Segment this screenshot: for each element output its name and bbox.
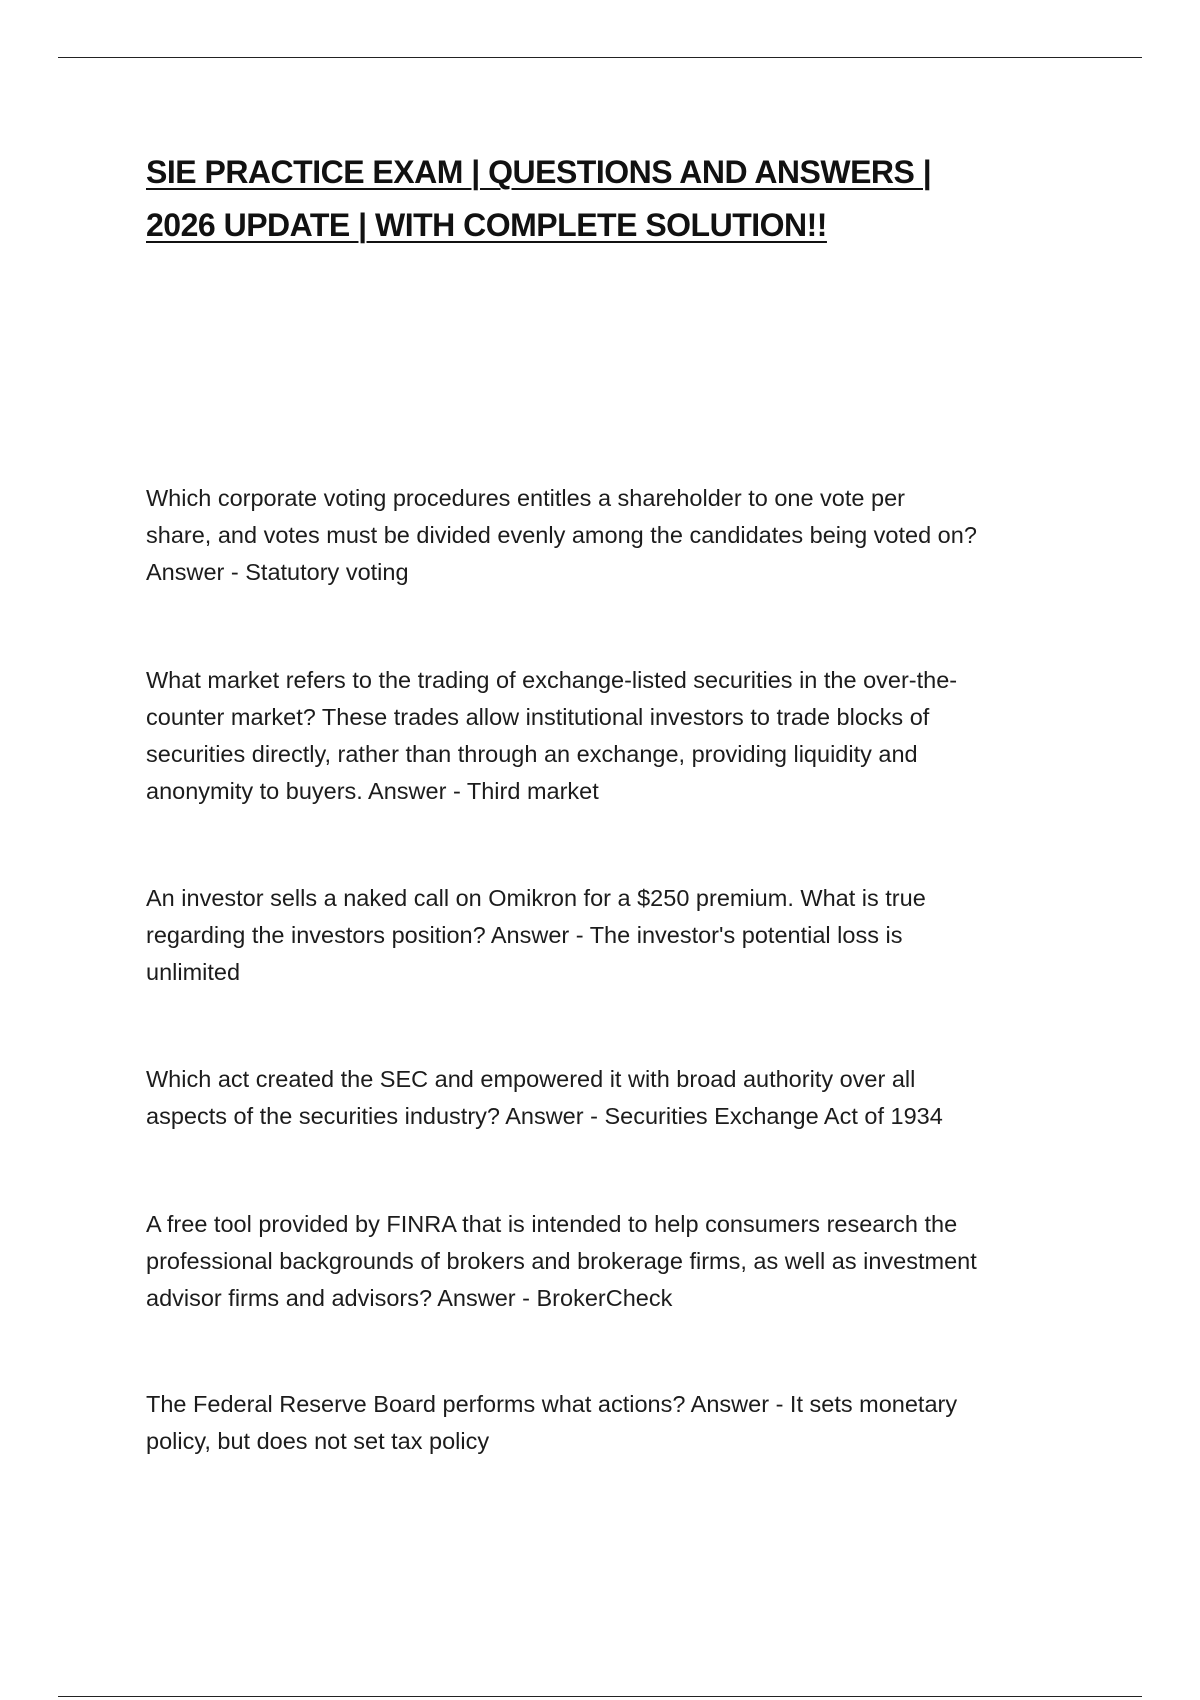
qa-line: An investor sells a naked call on Omikron for a $250 premium. What is true bbox=[146, 885, 926, 911]
qa-line: securities directly, rather than through an exchange, providing liquidity and bbox=[146, 741, 918, 767]
header-rule bbox=[58, 57, 1142, 58]
qa-line: advisor firms and advisors? Answer - BrokerCheck bbox=[146, 1285, 673, 1311]
qa-line: Which act created the SEC and empowered it with broad authority over all bbox=[146, 1066, 916, 1092]
qa-line: aspects of the securities industry? Answer - Securities Exchange Act of 1934 bbox=[146, 1103, 943, 1129]
qa-item bbox=[146, 662, 1076, 810]
footer-rule bbox=[58, 1696, 1142, 1697]
qa-line: counter market? These trades allow institutional investors to trade blocks of bbox=[146, 704, 930, 730]
qa-line: A free tool provided by FINRA that is intended to help consumers research the bbox=[146, 1211, 958, 1237]
title-line: 2026 UPDATE | WITH COMPLETE SOLUTION!! bbox=[146, 207, 827, 243]
document-title bbox=[146, 146, 1046, 252]
title-line: SIE PRACTICE EXAM | QUESTIONS AND ANSWERS | bbox=[146, 154, 932, 190]
qa-line: anonymity to buyers. Answer - Third market bbox=[146, 778, 599, 804]
qa-line: The Federal Reserve Board performs what actions? Answer - It sets monetary bbox=[146, 1391, 958, 1417]
qa-item bbox=[146, 480, 1076, 591]
qa-line: Answer - Statutory voting bbox=[146, 559, 409, 585]
qa-line: share, and votes must be divided evenly among the candidates being voted on? bbox=[146, 522, 977, 548]
qa-item bbox=[146, 1061, 1076, 1135]
qa-line: Which corporate voting procedures entitles a shareholder to one vote per bbox=[146, 485, 905, 511]
qa-line: policy, but does not set tax policy bbox=[146, 1428, 490, 1454]
qa-line: What market refers to the trading of exchange-listed securities in the over-the- bbox=[146, 667, 958, 693]
qa-item bbox=[146, 1206, 1076, 1317]
qa-item bbox=[146, 880, 1076, 991]
qa-line: professional backgrounds of brokers and brokerage firms, as well as investment bbox=[146, 1248, 977, 1274]
qa-line: unlimited bbox=[146, 959, 241, 985]
qa-item bbox=[146, 1386, 1076, 1460]
qa-line: regarding the investors position? Answer - The investor's potential loss is bbox=[146, 922, 903, 948]
